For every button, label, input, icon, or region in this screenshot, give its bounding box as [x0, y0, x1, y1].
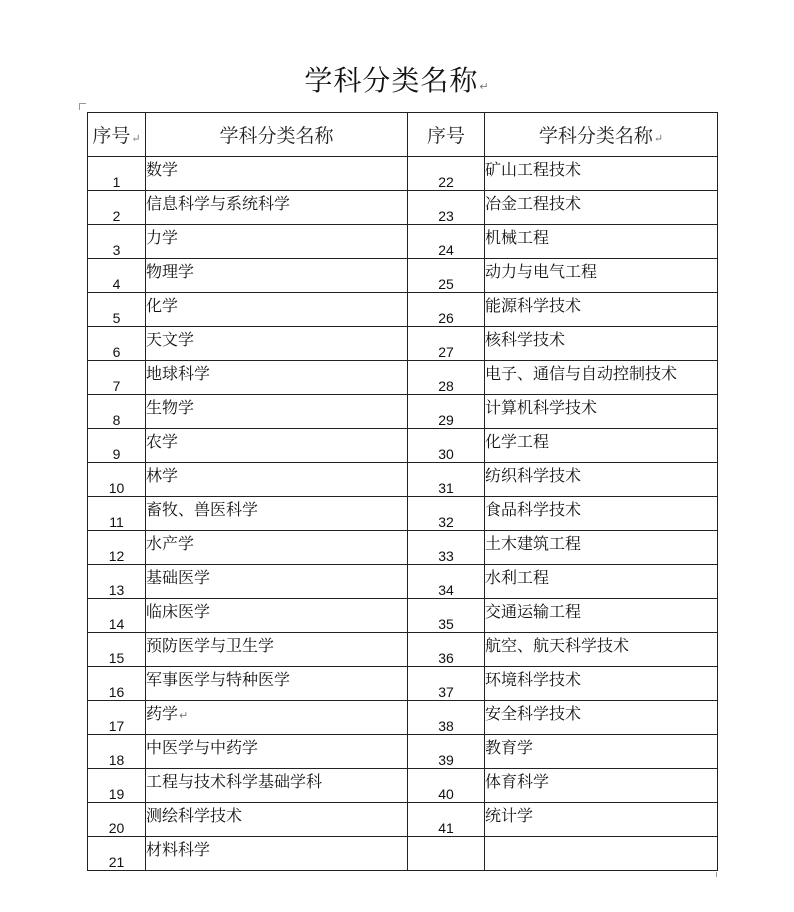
row-number-left: 5: [88, 293, 146, 327]
subject-table: [87, 112, 718, 871]
table-row: [88, 803, 718, 837]
row-number-left: 15: [88, 633, 146, 667]
row-number-right: 25: [408, 259, 485, 293]
row-number-right: 41: [408, 803, 485, 837]
table-row: [88, 769, 718, 803]
subject-name-left: 农学: [146, 429, 408, 463]
row-number-left: 20: [88, 803, 146, 837]
subject-name-left: 物理学: [146, 259, 408, 293]
header-name-left: 学科分类名称: [146, 113, 408, 157]
header-num-left: 序号↵: [88, 113, 146, 157]
subject-name-right: 航空、航天科学技术: [485, 633, 718, 667]
subject-name-right: 动力与电气工程: [485, 259, 718, 293]
subject-name-right: 体育科学: [485, 769, 718, 803]
row-number-left: 13: [88, 565, 146, 599]
row-number-right: 32: [408, 497, 485, 531]
subject-name-left: 基础医学: [146, 565, 408, 599]
subject-name-left: 预防医学与卫生学: [146, 633, 408, 667]
subject-name-right: [485, 837, 718, 871]
row-number-left: 16: [88, 667, 146, 701]
subject-name-right: 能源科学技术: [485, 293, 718, 327]
table-row: [88, 463, 718, 497]
subject-name-left: 药学↵: [146, 701, 408, 735]
subject-name-left: 临床医学: [146, 599, 408, 633]
table-row: [88, 633, 718, 667]
table-row: [88, 429, 718, 463]
row-number-right: 28: [408, 361, 485, 395]
row-number-right: 34: [408, 565, 485, 599]
row-number-left: 10: [88, 463, 146, 497]
subject-name-left: 林学: [146, 463, 408, 497]
header-name-right: 学科分类名称↵: [485, 113, 718, 157]
subject-name-right: 水利工程: [485, 565, 718, 599]
subject-name-right: 食品科学技术: [485, 497, 718, 531]
row-number-right: 29: [408, 395, 485, 429]
row-number-right: 39: [408, 735, 485, 769]
row-number-left: 6: [88, 327, 146, 361]
table-row: [88, 293, 718, 327]
table-row: [88, 361, 718, 395]
subject-name-right: 统计学: [485, 803, 718, 837]
table-row: [88, 395, 718, 429]
table-row: [88, 157, 718, 191]
row-number-left: 17: [88, 701, 146, 735]
row-number-left: 2: [88, 191, 146, 225]
row-number-left: 19: [88, 769, 146, 803]
row-number-right: 33: [408, 531, 485, 565]
page-title: 学科分类名称↵: [304, 63, 490, 97]
subject-name-left: 地球科学: [146, 361, 408, 395]
row-number-right: 40: [408, 769, 485, 803]
subject-name-right: 教育学: [485, 735, 718, 769]
table-body: [88, 157, 718, 871]
row-number-left: 9: [88, 429, 146, 463]
row-number-left: 18: [88, 735, 146, 769]
row-number-right: 26: [408, 293, 485, 327]
table-row: [88, 531, 718, 565]
table-row: [88, 599, 718, 633]
subject-name-left: 测绘科学技术: [146, 803, 408, 837]
row-number-right: 36: [408, 633, 485, 667]
row-number-right: [408, 837, 485, 871]
table-row: [88, 735, 718, 769]
page-margin-marker: [716, 872, 717, 877]
subject-name-left: 材料科学: [146, 837, 408, 871]
subject-name-right: 化学工程: [485, 429, 718, 463]
header-num-right: 序号: [408, 113, 485, 157]
paragraph-mark-icon: ↵: [131, 132, 141, 145]
table-row: [88, 497, 718, 531]
subject-name-left: 天文学: [146, 327, 408, 361]
row-number-right: 27: [408, 327, 485, 361]
subject-name-right: 交通运输工程: [485, 599, 718, 633]
subject-name-left: 中医学与中药学: [146, 735, 408, 769]
row-number-right: 23: [408, 191, 485, 225]
row-number-right: 38: [408, 701, 485, 735]
table-row: [88, 565, 718, 599]
row-number-left: 1: [88, 157, 146, 191]
row-number-right: 37: [408, 667, 485, 701]
table-row: [88, 701, 718, 735]
subject-name-right: 计算机科学技术: [485, 395, 718, 429]
row-number-right: 31: [408, 463, 485, 497]
subject-name-left: 水产学: [146, 531, 408, 565]
subject-name-right: 安全科学技术: [485, 701, 718, 735]
row-number-left: 3: [88, 225, 146, 259]
subject-name-right: 冶金工程技术: [485, 191, 718, 225]
subject-name-left: 化学: [146, 293, 408, 327]
subject-name-right: 核科学技术: [485, 327, 718, 361]
row-number-left: 12: [88, 531, 146, 565]
row-number-left: 21: [88, 837, 146, 871]
table-row: [88, 259, 718, 293]
page-margin-marker: [79, 103, 86, 110]
subject-name-right: 机械工程: [485, 225, 718, 259]
subject-name-right: 环境科学技术: [485, 667, 718, 701]
table-row: [88, 837, 718, 871]
subject-name-right: 矿山工程技术: [485, 157, 718, 191]
subject-name-left: 畜牧、兽医科学: [146, 497, 408, 531]
row-number-right: 24: [408, 225, 485, 259]
row-number-left: 7: [88, 361, 146, 395]
paragraph-mark-icon: ↵: [653, 132, 664, 145]
row-number-right: 22: [408, 157, 485, 191]
table-row: [88, 327, 718, 361]
table-header-row: [88, 113, 718, 157]
paragraph-mark-icon: ↵: [179, 709, 189, 722]
subject-name-left: 工程与技术科学基础学科: [146, 769, 408, 803]
row-number-left: 4: [88, 259, 146, 293]
subject-name-right: 电子、通信与自动控制技术: [485, 361, 718, 395]
subject-name-left: 信息科学与系统科学: [146, 191, 408, 225]
subject-name-left: 生物学: [146, 395, 408, 429]
table-row: [88, 191, 718, 225]
row-number-left: 11: [88, 497, 146, 531]
table-row: [88, 225, 718, 259]
row-number-right: 30: [408, 429, 485, 463]
subject-name-left: 军事医学与特种医学: [146, 667, 408, 701]
row-number-left: 8: [88, 395, 146, 429]
table-row: [88, 667, 718, 701]
row-number-right: 35: [408, 599, 485, 633]
row-number-left: 14: [88, 599, 146, 633]
subject-name-right: 纺织科学技术: [485, 463, 718, 497]
subject-name-left: 力学: [146, 225, 408, 259]
subject-name-right: 土木建筑工程: [485, 531, 718, 565]
paragraph-mark-icon: ↵: [479, 79, 490, 93]
subject-name-left: 数学: [146, 157, 408, 191]
